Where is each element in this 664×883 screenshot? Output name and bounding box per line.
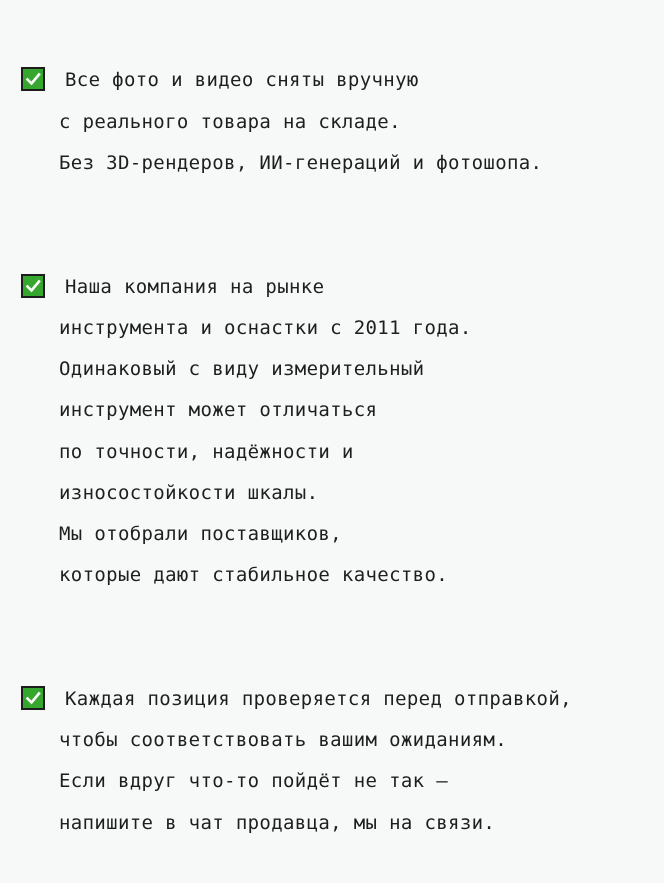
section-line: по точности, надёжности и: [59, 441, 354, 463]
section-line: с реального товара на складе.: [59, 111, 401, 133]
section-line: Мы отобрали поставщиков,: [59, 523, 342, 545]
section-line: инструмент может отличаться: [59, 399, 378, 421]
section-line: Каждая позиция проверяется перед отправкой,: [65, 688, 572, 710]
section-line: инструмента и оснастки с 2011 года.: [59, 317, 472, 339]
section-line: Все фото и видео сняты вручную: [65, 69, 419, 91]
section-line: износостойкости шкалы.: [59, 482, 319, 504]
check-mark-icon: [21, 274, 45, 298]
section-line: Если вдруг что-то пойдёт не так —: [59, 770, 449, 792]
section-line: Без 3D-рендеров, ИИ-генераций и фотошопа.: [59, 152, 543, 174]
section-line: Одинаковый с виду измерительный: [59, 358, 425, 380]
section-line: Наша компания на рынке: [65, 276, 325, 298]
check-mark-icon: [21, 67, 45, 91]
section-line: напишите в чат продавца, мы на связи.: [59, 812, 496, 834]
check-mark-icon: [21, 686, 45, 710]
section-line: которые дают стабильное качество.: [59, 564, 449, 586]
section-line: чтобы соответствовать вашим ожиданиям.: [59, 729, 507, 751]
